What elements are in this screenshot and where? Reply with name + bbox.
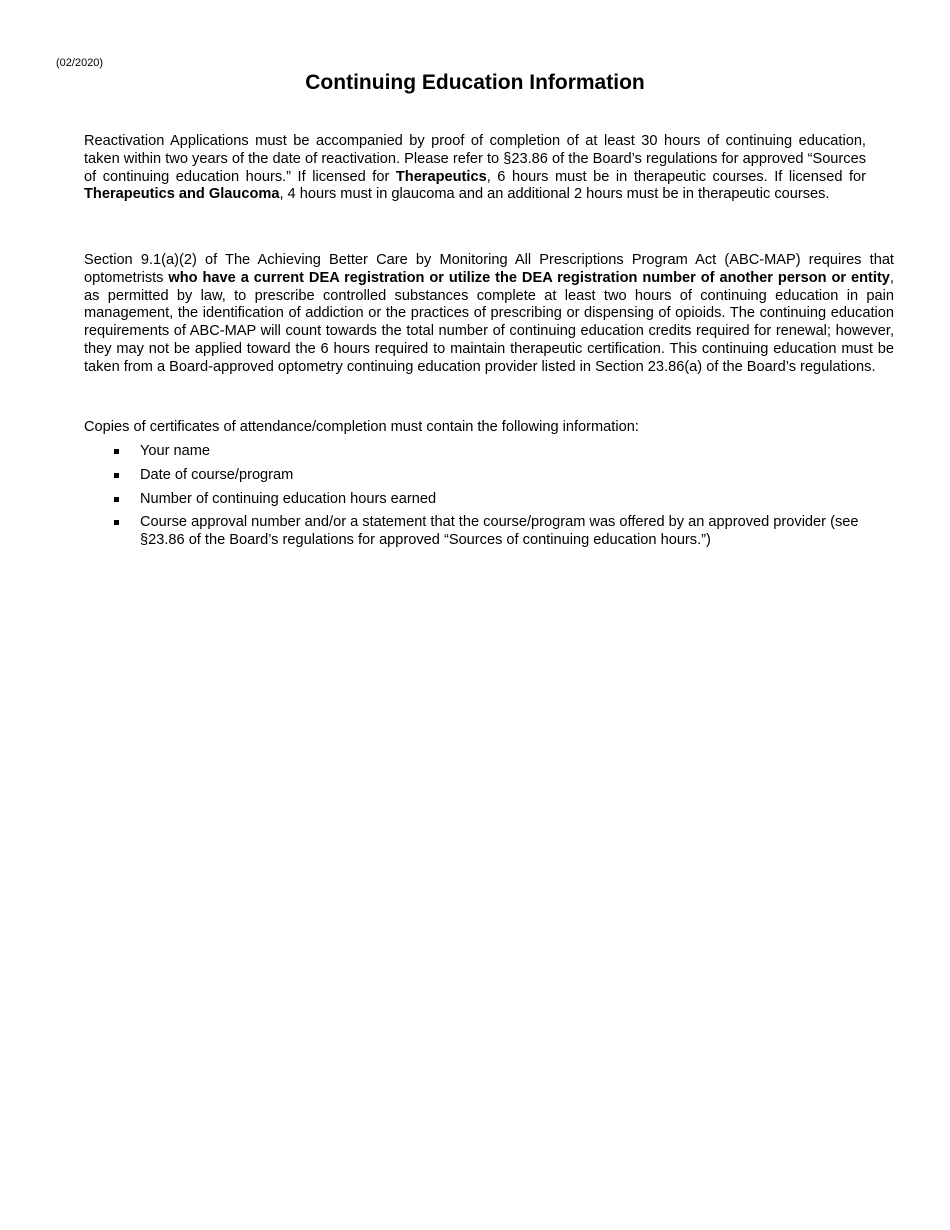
paragraph-text: , 4 hours must in glaucoma and an additional 2 hours must be in therapeutic courses. [279,186,830,203]
list-item [84,491,884,509]
square-bullet-icon [114,520,119,525]
reactivation-paragraph [84,133,866,204]
list-item-text: Number of continuing education hours earned [140,490,437,507]
form-code: (02/2020) [56,57,104,69]
list-item-text: Date of course/program [140,466,294,483]
square-bullet-icon [114,497,119,502]
paragraph-text: Section 9.1(a)(2) of The Achieving Better Care by Monitoring All Prescriptions Program Act (ABC-MAP) requires that optometrists [84,252,894,286]
paragraph-bold-text: Therapeutics [395,168,487,185]
list-item-text: Course approval number and/or a statement that the course/program was offered by an approved provider (see §23.86 of the Board’s regulations for approved “Sources of continuing education hours.”) [140,514,859,549]
certificate-requirements-list [84,443,884,556]
paragraph-bold-text: Therapeutics and Glaucoma [84,186,280,203]
list-item [84,443,884,461]
list-item [84,514,884,550]
square-bullet-icon [114,473,119,478]
list-item [84,467,884,485]
certificates-paragraph: Copies of certificates of attendance/completion must contain the following information: [84,419,639,435]
paragraph-bold-text: who have a current DEA registration or utilize the DEA registration number of another person or entity [168,269,890,286]
paragraph-text: , as permitted by law, to prescribe controlled substances complete at least two hours of continuing education in pain management, the identification of addiction or the practices of prescribing or dispensing of opioids. The continuing education requirements of ABC-MAP will count towards the total number of continuing education credits required for renewal; however, they may not be applied toward the 6 hours required to maintain therapeutic certification. This continuing education must be taken from a Board-approved optometry continuing education provider listed in Section 23.86(a) of the Board’s regulations. [84,269,894,375]
page-title: Continuing Education Information [305,71,645,94]
square-bullet-icon [114,449,119,454]
list-item-text: Your name [140,443,211,459]
paragraph-text: Reactivation Applications must be accompanied by proof of completion of at least 30 hours of continuing education, taken within two years of the date of reactivation. Please refer to §23.86 of the Board’s regulations for approved “Sources of continuing education hours.” If licensed for [84,133,866,185]
abc-map-paragraph [84,252,894,377]
paragraph-text: , 6 hours must be in therapeutic courses. If licensed for [486,168,867,185]
